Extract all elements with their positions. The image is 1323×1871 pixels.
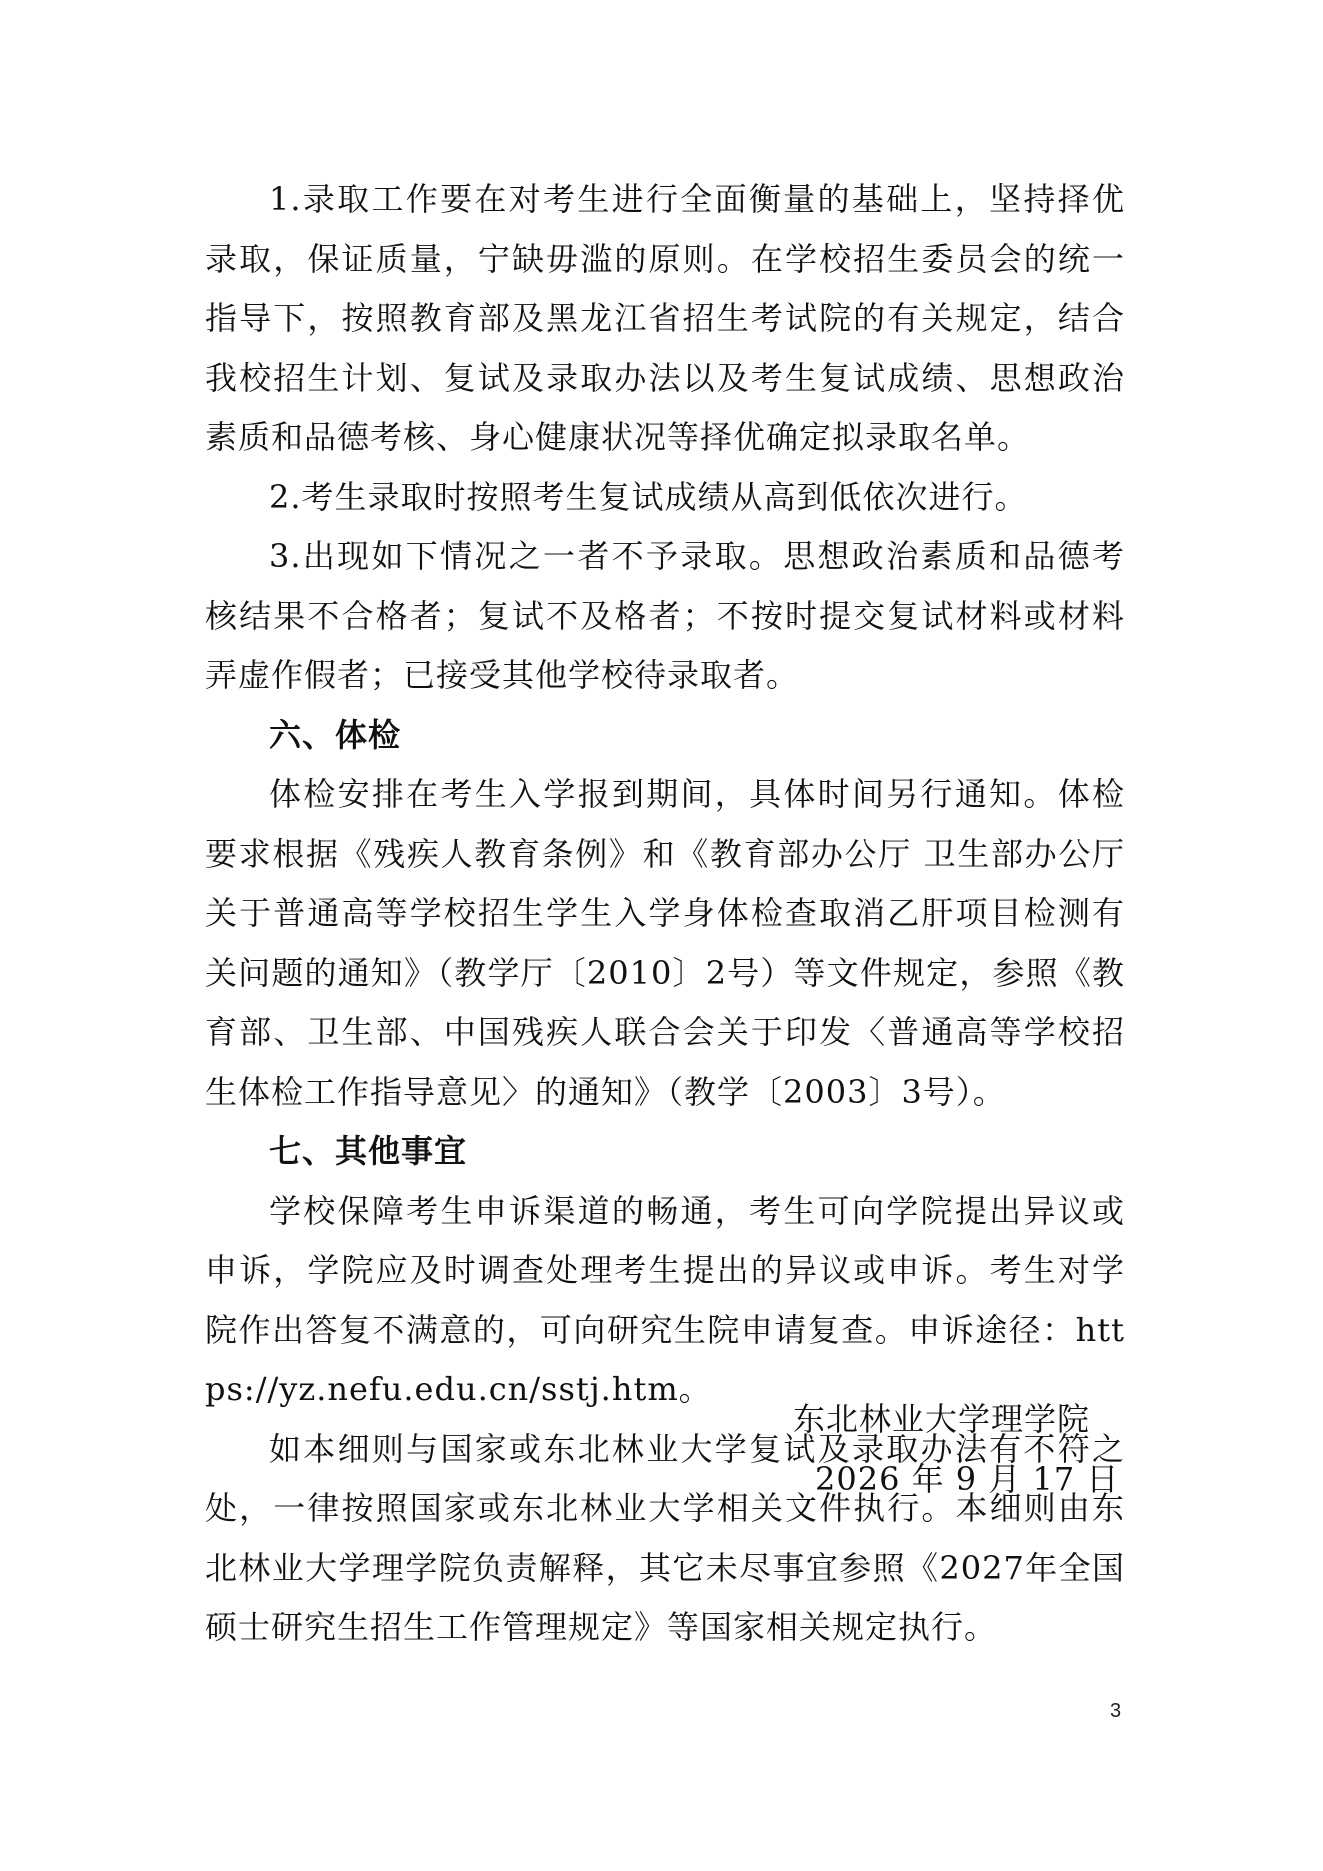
paragraph-physical-exam: 体检安排在考生入学报到期间，具体时间另行通知。体检要求根据《残疾人教育条例》和《教育部办公厅 卫生部办公厅关于普通高等学校招生学生入学身体检查取消乙肝项目检测有关问题的通知》（教学厅〔2010〕2号）等文件规定，参照《教育部、卫生部、中国残疾人联合会关于印发〈普通高等学校招生体检工作指导意见〉的通知》（教学〔2003〕3号）。 [205,775,1125,1111]
paragraph-appeal-channel: 学校保障考生申诉渠道的畅通，考生可向学院提出异议或申诉，学院应及时调查处理考生提出的异议或申诉。考生对学院作出答复不满意的，可向研究生院申请复查。申诉途径：https://yz.nefu.edu.cn/sstj.htm。 [205,1191,1125,1408]
signature-organization: 东北林业大学理学院 [793,1400,1091,1438]
paragraph-admission-principle: 1.录取工作要在对考生进行全面衡量的基础上，坚持择优录取，保证质量，宁缺毋滥的原则。在学校招生委员会的统一指导下，按照教育部及黑龙江省招生考试院的有关规定，结合我校招生计划、复试及录取办法以及考生复试成绩、思想政治素质和品德考核、身心健康状况等择优确定拟录取名单。 [205,180,1125,456]
paragraph-rejection-conditions: 3.出现如下情况之一者不予录取。思想政治素质和品德考核结果不合格者；复试不及格者；不按时提交复试材料或材料弄虚作假者；已接受其他学校待录取者。 [205,537,1125,694]
paragraph-admission-order: 2.考生录取时按照考生复试成绩从高到低依次进行。 [269,477,1028,516]
section-heading-physical-exam: 六、体检 [269,715,402,754]
paragraph-interpretation: 如本细则与国家或东北林业大学复试及录取办法有不符之处，一律按照国家或东北林业大学相关文件执行。本细则由东北林业大学理学院负责解释，其它未尽事宜参照《2027年全国硕士研究生招生工作管理规定》等国家相关规定执行。 [205,1429,1125,1646]
page-number: 3 [1110,1700,1122,1722]
signature-date: 2026 年 9 月 17 日 [815,1460,1120,1498]
section-heading-other-matters: 七、其他事宜 [269,1132,468,1170]
